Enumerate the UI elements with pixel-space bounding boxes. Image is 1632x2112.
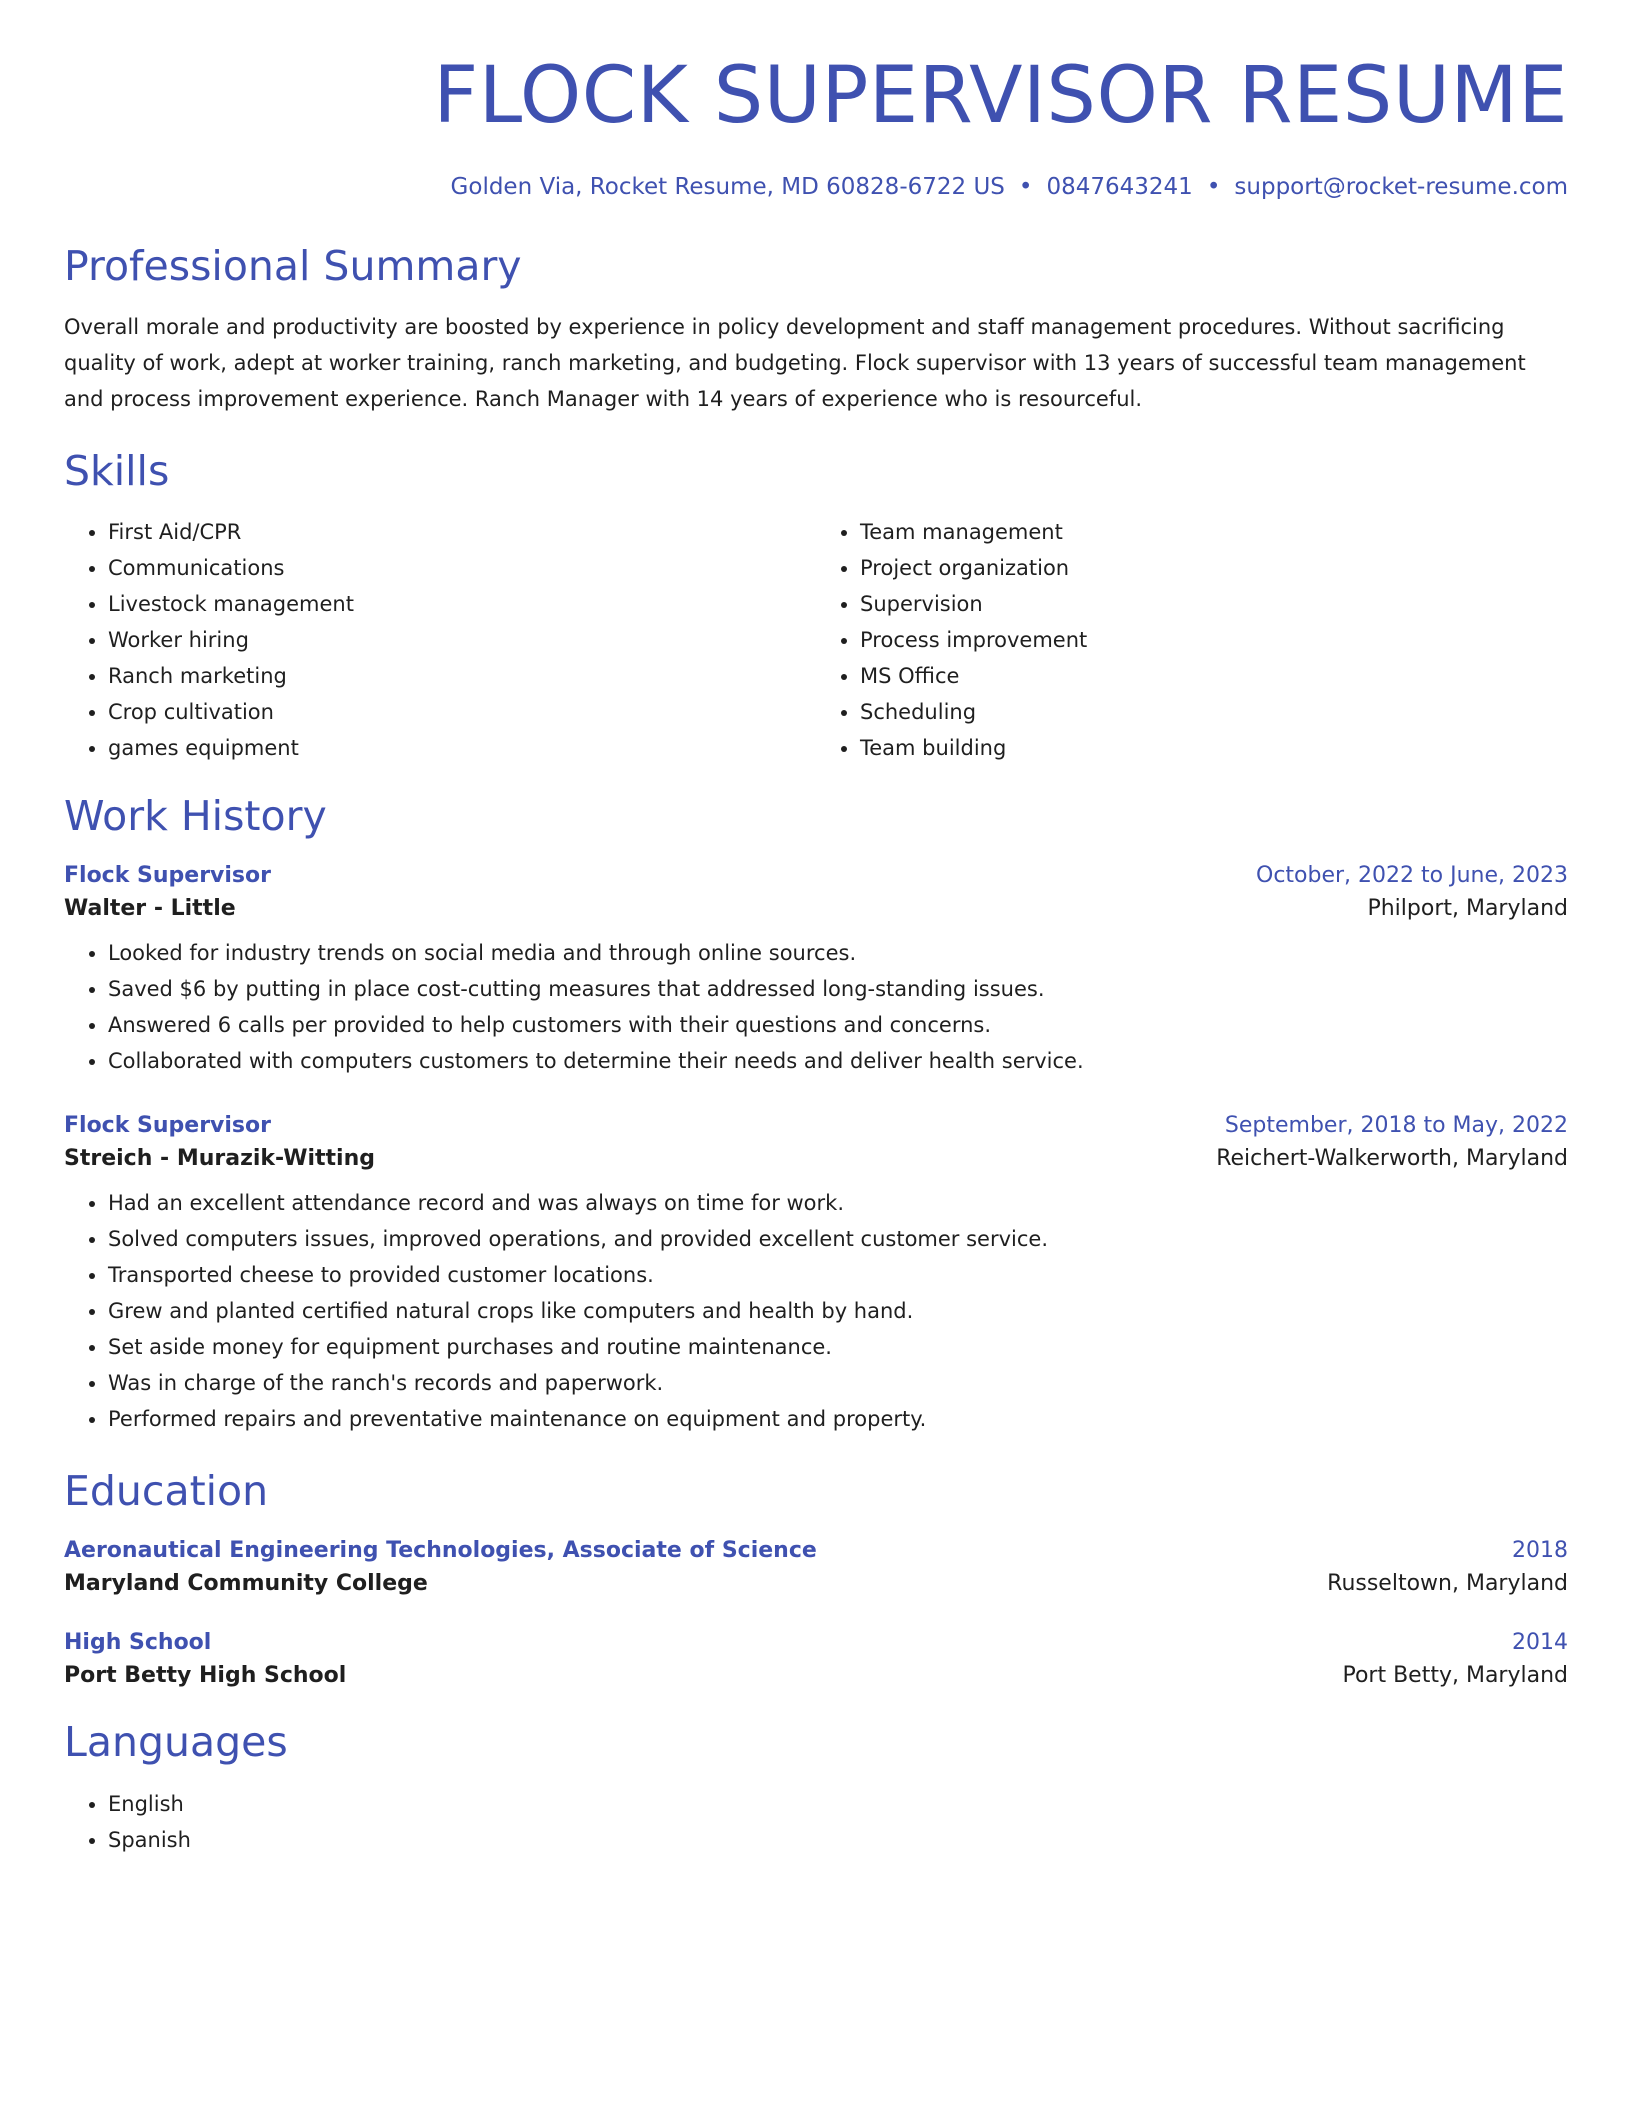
skill-item: • Worker hiring bbox=[108, 622, 816, 658]
education-entry bbox=[64, 1630, 1568, 1688]
summary-heading: Professional Summary bbox=[64, 241, 522, 290]
skill-item: • Team management bbox=[860, 514, 1568, 550]
education-location: Port Betty, Maryland bbox=[1342, 1663, 1568, 1689]
job-duties bbox=[64, 1185, 1568, 1437]
job-employer: Streich - Murazik-Witting bbox=[64, 1146, 375, 1172]
skills-column-left bbox=[64, 514, 816, 766]
work-history-heading: Work History bbox=[64, 791, 327, 840]
job-location: Reichert-Walkerworth, Maryland bbox=[1216, 1146, 1568, 1172]
resume-header bbox=[64, 50, 1568, 200]
skill-item: • Process improvement bbox=[860, 622, 1568, 658]
job-duty-item: • Transported cheese to provided customer locations. bbox=[108, 1257, 1568, 1293]
languages-heading: Languages bbox=[64, 1718, 288, 1767]
education-location: Russeltown, Maryland bbox=[1327, 1571, 1568, 1597]
languages-section bbox=[64, 1718, 1568, 1857]
contact-separator: • bbox=[1206, 173, 1221, 200]
skill-item: • First Aid/CPR bbox=[108, 514, 816, 550]
job-entry bbox=[64, 863, 1568, 1079]
job-dates: September, 2018 to May, 2022 bbox=[1224, 1113, 1568, 1139]
skill-item: • Ranch marketing bbox=[108, 658, 816, 694]
job-duty-item: • Saved $6 by putting in place cost-cutting measures that addressed long-standing issues. bbox=[108, 971, 1568, 1007]
education-degree: High School bbox=[64, 1630, 212, 1656]
contact-phone: 0847643241 bbox=[1046, 173, 1193, 200]
contact-separator: • bbox=[1018, 173, 1033, 200]
job-duties bbox=[64, 935, 1568, 1079]
education-degree: Aeronautical Engineering Technologies, Associate of Science bbox=[64, 1538, 817, 1564]
skills-grid bbox=[64, 514, 1568, 766]
job-location: Philport, Maryland bbox=[1367, 896, 1568, 922]
languages-list bbox=[64, 1786, 1568, 1858]
education-school: Port Betty High School bbox=[64, 1663, 347, 1689]
education-year: 2018 bbox=[1512, 1538, 1568, 1564]
skill-item: • MS Office bbox=[860, 658, 1568, 694]
skill-item: • Communications bbox=[108, 550, 816, 586]
skill-item: • Scheduling bbox=[860, 694, 1568, 730]
summary-text: Overall morale and productivity are boosted by experience in policy development and staff management procedures. Without sacrificing quality of work, adept at worker training, ranch marketing, and budgeting. Flock supervisor with 13 years of successful team management and process improvement experience. Ranch Manager with 14 years of experience who is resourceful. bbox=[64, 314, 1526, 411]
education-entry bbox=[64, 1538, 1568, 1596]
education-school: Maryland Community College bbox=[64, 1571, 428, 1597]
job-employer-row bbox=[64, 896, 1568, 921]
job-duty-item: • Answered 6 calls per provided to help customers with their questions and concerns. bbox=[108, 1007, 1568, 1043]
education-header-row bbox=[64, 1630, 1568, 1655]
contact-line bbox=[64, 174, 1568, 200]
skills-column-right bbox=[816, 514, 1568, 766]
job-duty-item: • Collaborated with computers customers to determine their needs and deliver health service. bbox=[108, 1043, 1568, 1079]
job-duty-item: • Had an excellent attendance record and was always on time for work. bbox=[108, 1185, 1568, 1221]
education-school-row bbox=[64, 1571, 1568, 1596]
summary-section bbox=[64, 242, 1568, 417]
job-duty-item: • Looked for industry trends on social media and through online sources. bbox=[108, 935, 1568, 971]
work-history-section bbox=[64, 792, 1568, 1437]
skills-section bbox=[64, 447, 1568, 766]
skill-item: • games equipment bbox=[108, 730, 816, 766]
job-title: Flock Supervisor bbox=[64, 1113, 271, 1139]
skill-item: • Team building bbox=[860, 730, 1568, 766]
skill-item: • Supervision bbox=[860, 586, 1568, 622]
job-duty-item: • Set aside money for equipment purchases and routine maintenance. bbox=[108, 1329, 1568, 1365]
job-duty-item: • Performed repairs and preventative maintenance on equipment and property. bbox=[108, 1401, 1568, 1437]
job-employer-row bbox=[64, 1146, 1568, 1171]
job-header-row bbox=[64, 1113, 1568, 1138]
education-section bbox=[64, 1467, 1568, 1688]
job-duty-item: • Grew and planted certified natural crops like computers and health by hand. bbox=[108, 1293, 1568, 1329]
job-dates: October, 2022 to June, 2023 bbox=[1256, 863, 1568, 889]
job-entry bbox=[64, 1113, 1568, 1437]
job-duty-item: • Solved computers issues, improved operations, and provided excellent customer service. bbox=[108, 1221, 1568, 1257]
skill-item: • Livestock management bbox=[108, 586, 816, 622]
education-header-row bbox=[64, 1538, 1568, 1563]
job-title: Flock Supervisor bbox=[64, 863, 271, 889]
education-heading: Education bbox=[64, 1467, 269, 1516]
resume-title: FLOCK SUPERVISOR RESUME bbox=[433, 51, 1568, 141]
skill-item: • Crop cultivation bbox=[108, 694, 816, 730]
language-item: • English bbox=[108, 1786, 1568, 1822]
job-duty-item: • Was in charge of the ranch's records and paperwork. bbox=[108, 1365, 1568, 1401]
contact-email[interactable]: support@rocket-resume.com bbox=[1234, 173, 1568, 200]
skill-item: • Project organization bbox=[860, 550, 1568, 586]
contact-address: Golden Via, Rocket Resume, MD 60828-6722 US bbox=[450, 173, 1005, 200]
language-item: • Spanish bbox=[108, 1822, 1568, 1858]
skills-heading: Skills bbox=[64, 446, 170, 495]
job-header-row bbox=[64, 863, 1568, 888]
education-year: 2014 bbox=[1512, 1630, 1568, 1656]
job-employer: Walter - Little bbox=[64, 896, 236, 922]
education-school-row bbox=[64, 1663, 1568, 1688]
